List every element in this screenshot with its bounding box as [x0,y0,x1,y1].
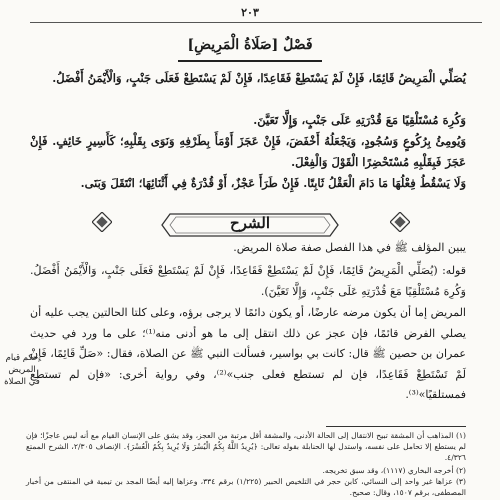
margin-note: حكم قيام المريض في الصلاة [4,353,40,387]
body-paragraph-1: يبين المؤلف ﷺ في هذا الفصل صفة صلاة المريض. [233,241,466,254]
body-paragraph-2: قوله: (يُصَلِّي الْمَرِيضُ قَائِمًا، فَإِنْ لَمْ يَسْتَطِعْ فَقَاعِدًا، فَإِنْ لَمْ يَسْتَطِعْ فَعَلَى جَنْبٍ، وَالْأَيْمَنُ أَفْضَلُ. وَكُرِهَ مُسْتَلْقِيًا مَعَ قُدْرَتِهِ عَلَى جَنْبٍ، وَإِلَّا تَعَيَّنَ). [30,264,466,298]
sharh-label: الشرح [229,214,271,232]
footnote-divider [326,426,466,427]
section-title-underline [178,60,322,62]
header-rule [30,22,482,23]
body-paragraph-3: المريض إما أن يكون مرضه عارضًا، أو يكون دائمًا لا يرجى برؤه، وعلى كلتا الحالتين يجب عليه أن يصلي الفرض قائمًا، فإن عجز عن ذلك انتقل إلى ما هو أدنى منه⁽¹⁾؛ على ما ورد في حديث عمران بن حصين ﷺ قال: كانت بي بواسير، فسألت النبي ﷺ عن الصلاة، فقال: «صَلِّ قَائِمًا، فَإِنْ لَمْ تَسْتَطِعْ فَقَاعِدًا، فإن لم تستطع فعلى جنب»⁽²⁾، وفي رواية أخرى: «فإن لم تستطع فمستلقيًا»⁽³⁾. [30,306,467,401]
ornament-left-icon [92,212,112,232]
footnote-1: (١) المذاهب أن المشقة تبيح الانتقال إلى الحالة الأدنى، والمشقة أقل مرتبة من العجز، وقد يشق على الإنسان القيام مع أنه ليس عاجزًا؛ فإن لم يستطع إلا تحامل على نفسه، واستدل لها الحنابلة بقوله تعالى: ﴿يُرِيدُ اللَّهُ بِكُمُ الْيُسْرَ وَلَا يُرِيدُ بِكُمُ الْعُسْرَ﴾. الإنصاف ٢/٣٠٥، الشرح الممتع ٤/٣٢٦. [26,431,466,462]
matn-paragraph-2: وَكُرِهَ مُسْتَلْقِيًا مَعَ قُدْرَتِهِ عَلَى جَنْبٍ، وَإِلَّا تَعَيَّنَ. [253,113,466,127]
ornament-right-icon [390,212,410,232]
footnote-2: (٢) أخرجه البخاري (١١١٧)، وقد سبق تخريجه. [322,466,466,475]
footnote-3: (٣) عزاها غير واحد إلى النسائي، كابن حجر في التلخيص الحبير (١/٢٢٥) برقم ٣٣٤، وعزاها إليه أيضًا المجد بن تيمية في المنتقى من أخبار المصطفى، برقم ١٥٠٧، وقال: صحيح. [26,477,466,497]
section-title: فَصْلٌ [صَلَاةُ الْمَرِيضِ] [187,37,313,53]
matn-paragraph-3: وَيُومِئُ بِرُكُوعٍ وَسُجُودٍ، وَيَجْعَلُهُ أَخْفَضَ، فَإِنْ عَجَزَ أَوْمَأَ بِطَرْفِهِ وَنَوَى بِقَلْبِهِ؛ كَأَسِيرٍ خَائِفٍ. فَإِنْ عَجَزَ فَبِقَلْبِهِ مُسْتَحْضِرًا الْقَوْلَ وَالْفِعْلَ. [30,134,466,169]
sharh-banner [160,212,340,238]
page-number: ٢٠٣ [241,6,259,19]
matn-paragraph-1: يُصَلِّي الْمَرِيضُ قَائِمًا، فَإِنْ لَمْ يَسْتَطِعْ فَقَاعِدًا، فَإِنْ لَمْ يَسْتَطِعْ فَعَلَى جَنْبٍ، وَالْأَيْمَنُ أَفْضَلُ. [52,71,466,85]
matn-paragraph-4: وَلَا يَسْقُطُ فِعْلُهَا مَا دَامَ الْعَقْلُ ثَابِتًا. فَإِنْ طَرَأَ عَجْزٌ، أَوْ قُدْرَةٌ فِي أَثْنَائِهَا؛ انْتَقَلَ وَبَنَى. [80,176,466,190]
